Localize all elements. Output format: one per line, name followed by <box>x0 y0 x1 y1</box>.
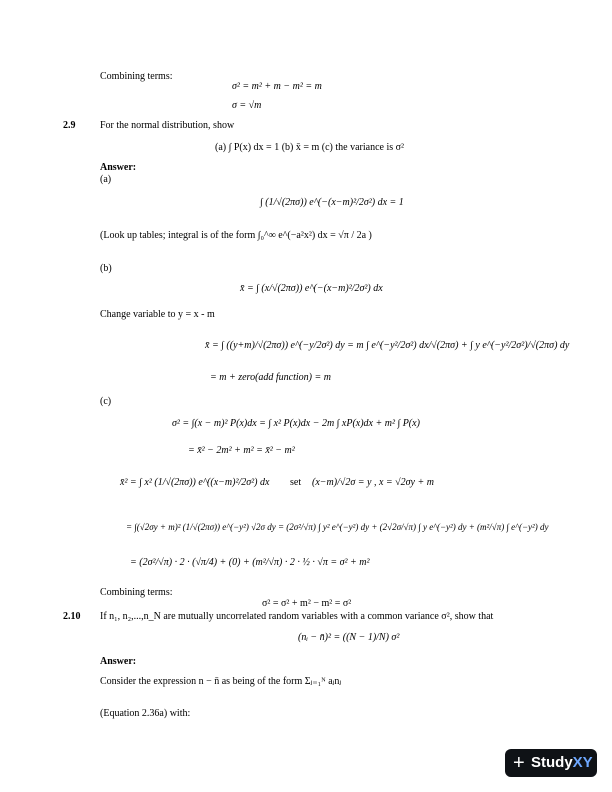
set-label: set <box>290 477 302 488</box>
equation-part-c-1: σ² = ∫(x − m)² P(x)dx = ∫ x² P(x)dx − 2m ∫ xP(x)dx + m² ∫ P(x) <box>172 418 420 429</box>
plus-icon: + <box>513 752 525 774</box>
equation-part-b-2: x̄ = ∫ ((y+m)/√(2πσ)) e^(−y/2σ²) dy = m ∫ e^(−y²/2σ²) dx/√(2πσ) + ∫ y e^(−y²/2σ²)/√(2πσ) dy <box>205 340 570 351</box>
equation-sigma: σ = √m <box>232 100 262 111</box>
equation-substitution: (x−m)/√2σ = y , x = √2σy + m <box>312 477 434 488</box>
change-variable-note: Change variable to y = x - m <box>100 309 215 320</box>
consider-expression: Consider the expression n − n̄ as being of the form Σⱼ₌₁ᴺ aⱼnⱼ <box>100 676 342 687</box>
equation-sigma-squared: σ² = m² + m − m² = m <box>232 81 322 92</box>
equation-part-c-4: = ∫(√2σy + m)² (1/√(2πσ)) e^(−y²) √2σ dy = (2σ²/√π) ∫ y² e^(−y²) dy + (2√2σ/√π) ∫ y e^(−y²) dy + (m²/√π) ∫ e^(−y²) dy <box>126 522 549 532</box>
equation-part-c-5: = (2σ²/√π) · 2 · (√π/4) + (0) + (m²/√π) · 2 · ½ · √π = σ² + m² <box>130 557 370 568</box>
equation-part-c-3: x̄² = ∫ x² (1/√(2πσ)) e^((x−m)²/2σ²) dx <box>120 477 270 488</box>
answer-label-2: Answer: <box>100 656 137 667</box>
problem-2-9-statement: For the normal distribution, show <box>100 120 235 131</box>
equation-part-c-6: σ² = σ² + m² − m² = σ² <box>262 598 352 609</box>
equation-2-10: (nᵢ − n̄)² = ((N − 1)/N) σ² <box>298 632 400 643</box>
problem-2-10-statement: If n₁, n₂,...,n_N are mutually uncorrelated random variables with a common variance σ², show that <box>100 611 494 622</box>
equation-reference: (Equation 2.36a) with: <box>100 708 191 719</box>
answer-label: Answer: <box>100 162 137 173</box>
combining-terms-label-2: Combining terms: <box>100 587 173 598</box>
combining-terms-label: Combining terms: <box>100 71 173 82</box>
problem-number-2-10: 2.10 <box>63 611 81 622</box>
equation-part-c-2: = x̄² − 2m² + m² = x̄² − m² <box>188 445 295 456</box>
problem-2-9-parts: (a) ∫ P(x) dx = 1 (b) x̄ = m (c) the variance is σ² <box>215 142 405 153</box>
part-a-label: (a) <box>100 174 112 185</box>
part-c-label: (c) <box>100 396 112 407</box>
equation-part-b-3: = m + zero(add function) = m <box>210 372 331 383</box>
lookup-note: (Look up tables; integral is of the form ∫₀^∞ e^(−a²x²) dx = √π / 2a ) <box>100 230 372 241</box>
equation-part-b: x̄ = ∫ (x/√(2πσ)) e^(−(x−m)²/2σ²) dx <box>240 283 383 294</box>
studyxy-logo <box>505 749 597 777</box>
part-b-label: (b) <box>100 263 112 274</box>
problem-number-2-9: 2.9 <box>63 120 76 131</box>
equation-part-a: ∫ (1/√(2πσ)) e^(−(x−m)²/2σ²) dx = 1 <box>260 197 404 208</box>
studyxy-logo-text: StudyXY <box>531 754 593 771</box>
